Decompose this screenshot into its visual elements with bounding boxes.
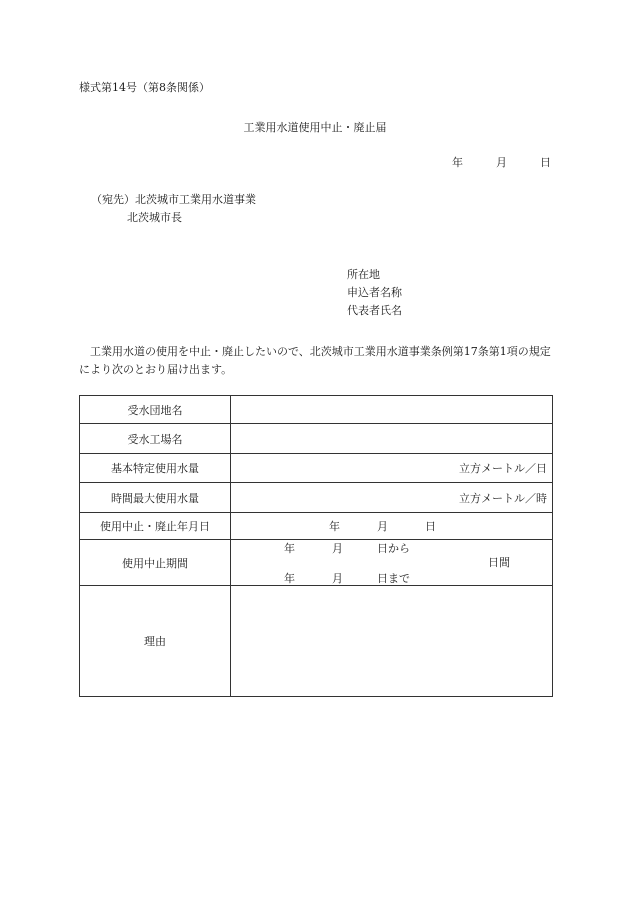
table-row (80, 586, 553, 697)
notification-table (79, 395, 553, 697)
stop-date-day: 日 (425, 520, 436, 533)
period-days: 日間 (488, 556, 510, 569)
basic-volume-unit: 立方メートル／日 (459, 462, 547, 475)
date-year: 年 (452, 156, 463, 169)
water-area-field[interactable] (231, 396, 553, 424)
water-area-label: 受水団地名 (80, 396, 231, 424)
table-row (80, 424, 553, 454)
period-from-year: 年 (284, 542, 295, 555)
stop-date-field[interactable] (231, 513, 553, 540)
max-volume-field[interactable] (231, 483, 553, 513)
stop-period-label: 使用中止期間 (80, 540, 231, 586)
period-to-month: 月 (332, 572, 343, 585)
stop-period-field[interactable] (231, 540, 553, 586)
addressee-line2: 北茨城市長 (127, 211, 182, 224)
stop-date-year: 年 (329, 520, 340, 533)
table-row (80, 483, 553, 513)
period-from-month: 月 (332, 542, 343, 555)
table-row (80, 396, 553, 424)
basic-volume-label: 基本特定使用水量 (80, 454, 231, 483)
body-text: 工業用水道の使用を中止・廃止したいので、北茨城市工業用水道事業条例第17条第1項の規定により次のとおり届け出ます。 (79, 345, 551, 376)
reason-label: 理由 (80, 586, 231, 697)
applicant-name-label: 申込者名称 (347, 286, 402, 299)
max-volume-unit: 立方メートル／時 (459, 491, 547, 505)
period-to-day: 日まで (377, 572, 410, 585)
table-row (80, 454, 553, 483)
period-to-year: 年 (284, 572, 295, 585)
addressee-line1: （宛先）北茨城市工業用水道事業 (91, 193, 256, 206)
applicant-address-label: 所在地 (347, 268, 380, 281)
date-month: 月 (496, 156, 507, 169)
factory-name-field[interactable] (231, 424, 553, 454)
factory-name-label: 受水工場名 (80, 424, 231, 454)
reason-field[interactable] (231, 586, 553, 697)
table-row (80, 513, 553, 540)
date-day: 日 (540, 156, 551, 169)
period-from-day: 日から (377, 542, 410, 555)
submission-date (452, 157, 551, 168)
stop-date-label: 使用中止・廃止年月日 (80, 513, 231, 540)
applicant-representative-label: 代表者氏名 (347, 304, 402, 317)
form-number: 様式第14号（第8条関係） (79, 81, 210, 94)
stop-date-month: 月 (377, 520, 388, 533)
form-title: 工業用水道使用中止・廃止届 (243, 121, 387, 134)
basic-volume-field[interactable] (231, 454, 553, 483)
max-volume-label: 時間最大使用水量 (80, 483, 231, 513)
table-row (80, 540, 553, 586)
